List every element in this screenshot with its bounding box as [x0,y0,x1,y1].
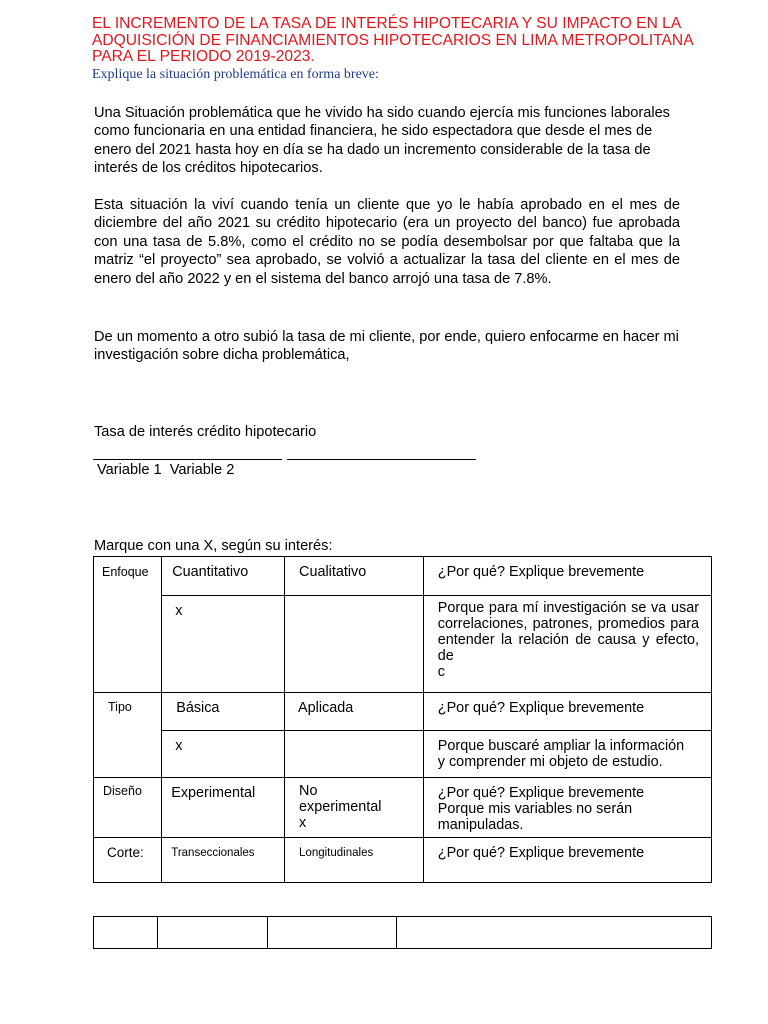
variable-2-underline [287,459,476,460]
diseno-reason-line-1: Porque mis variables no serán [437,801,633,817]
paragraph-3: De un momento a otro subió la tasa de mi cliente, por ende, quiero enfocarme en hacer mi investigación sobre dicha problemática, [94,329,679,364]
variable-2-label: Variable 2 [169,462,235,478]
corte-option-longitudinales: Longitudinales [285,838,424,883]
corte-option-transeccionales: Transeccionales [162,838,285,883]
enfoque-mark-cualitativo [285,596,424,693]
diseno-label: Diseño [94,778,162,838]
tipo-label: Tipo [94,693,162,778]
corte-label: Corte: [94,838,162,883]
enfoque-mark-cuantitativo: x [162,596,285,693]
tipo-mark-aplicada [285,731,424,778]
enfoque-option-cuantitativo: Cuantitativo [162,557,285,596]
enfoque-label: Enfoque [94,557,162,693]
tipo-reason-line-1: Porque buscaré ampliar la información [437,738,685,754]
section-subtitle: Explique la situación problemática en forma breve: [92,67,379,82]
diseno-option-experimental: Experimental [162,778,285,838]
diseno-option-2-line-1: No [299,783,318,799]
variable-labels [97,462,238,478]
diseno-option-no-experimental [285,778,424,838]
empty-cell [396,917,711,949]
variable-1-underline [93,459,282,460]
variable-1-label: Variable 1 [97,462,162,478]
empty-cell [157,917,267,949]
tipo-mark-basica: x [162,731,285,778]
variable-text: Tasa de interés crédito hipotecario [94,424,317,440]
tipo-option-aplicada: Aplicada [285,693,424,731]
paragraph-2: Esta situación la viví cuando tenía un cliente que yo le había aprobado en el mes de diciembre del año 2021 su crédito hipotecario (era un proyecto del banco) fue aprobada con una tasa de 5.8%, como el crédito no se podía desembolsar por que faltaba que la matriz “el proyecto” sea aprobado, se volvió a actualizar la tasa del cliente en el mes de enero del año 2022 y en el sistema del banco arrojó una tasa de 7.8%. [94,197,680,287]
enfoque-option-cualitativo: Cualitativo [285,557,424,596]
diseno-reason [423,778,711,838]
mark-instruction: Marque con una X, según su interés: [94,538,333,554]
enfoque-reason [423,596,711,693]
document-title: EL INCREMENTO DE LA TASA DE INTERÉS HIPOTECARIA Y SU IMPACTO EN LA ADQUISICIÓN DE FINANCIAMIENTOS HIPOTECARIOS EN LIMA METROPOLITANA PARA EL PERIODO 2019-2023. [92,15,693,65]
empty-table [93,916,712,949]
corte-question: ¿Por qué? Explique brevemente [423,838,711,883]
empty-cell [94,917,158,949]
diseno-option-2-line-2: experimental [299,799,382,815]
tipo-question: ¿Por qué? Explique brevemente [423,693,711,731]
empty-cell [268,917,396,949]
enfoque-reason-text: Porque para mí investigación se va usar correlaciones, patrones, promedios para entender la relación de causa y efecto, de [437,600,699,664]
paragraph-1: Una Situación problemática que he vivido ha sido cuando ejercía mis funciones laborales como funcionaria en una entidad financiera, he sido espectadora que desde el mes de enero del 2021 hasta hoy en día se ha dado un incremento considerable de la tasa de interés de los créditos hipotecarios. [94,105,670,177]
tipo-reason-line-2: y comprender mi objeto de estudio. [437,754,663,770]
enfoque-reason-extra: c [437,664,445,680]
tipo-reason [423,731,711,778]
diseno-reason-line-2: manipuladas. [437,817,524,833]
research-design-table [93,556,712,883]
diseno-mark-no-experimental: x [299,815,307,831]
enfoque-question: ¿Por qué? Explique brevemente [423,557,711,596]
diseno-question: ¿Por qué? Explique brevemente [437,785,645,801]
tipo-option-basica: Básica [162,693,285,731]
